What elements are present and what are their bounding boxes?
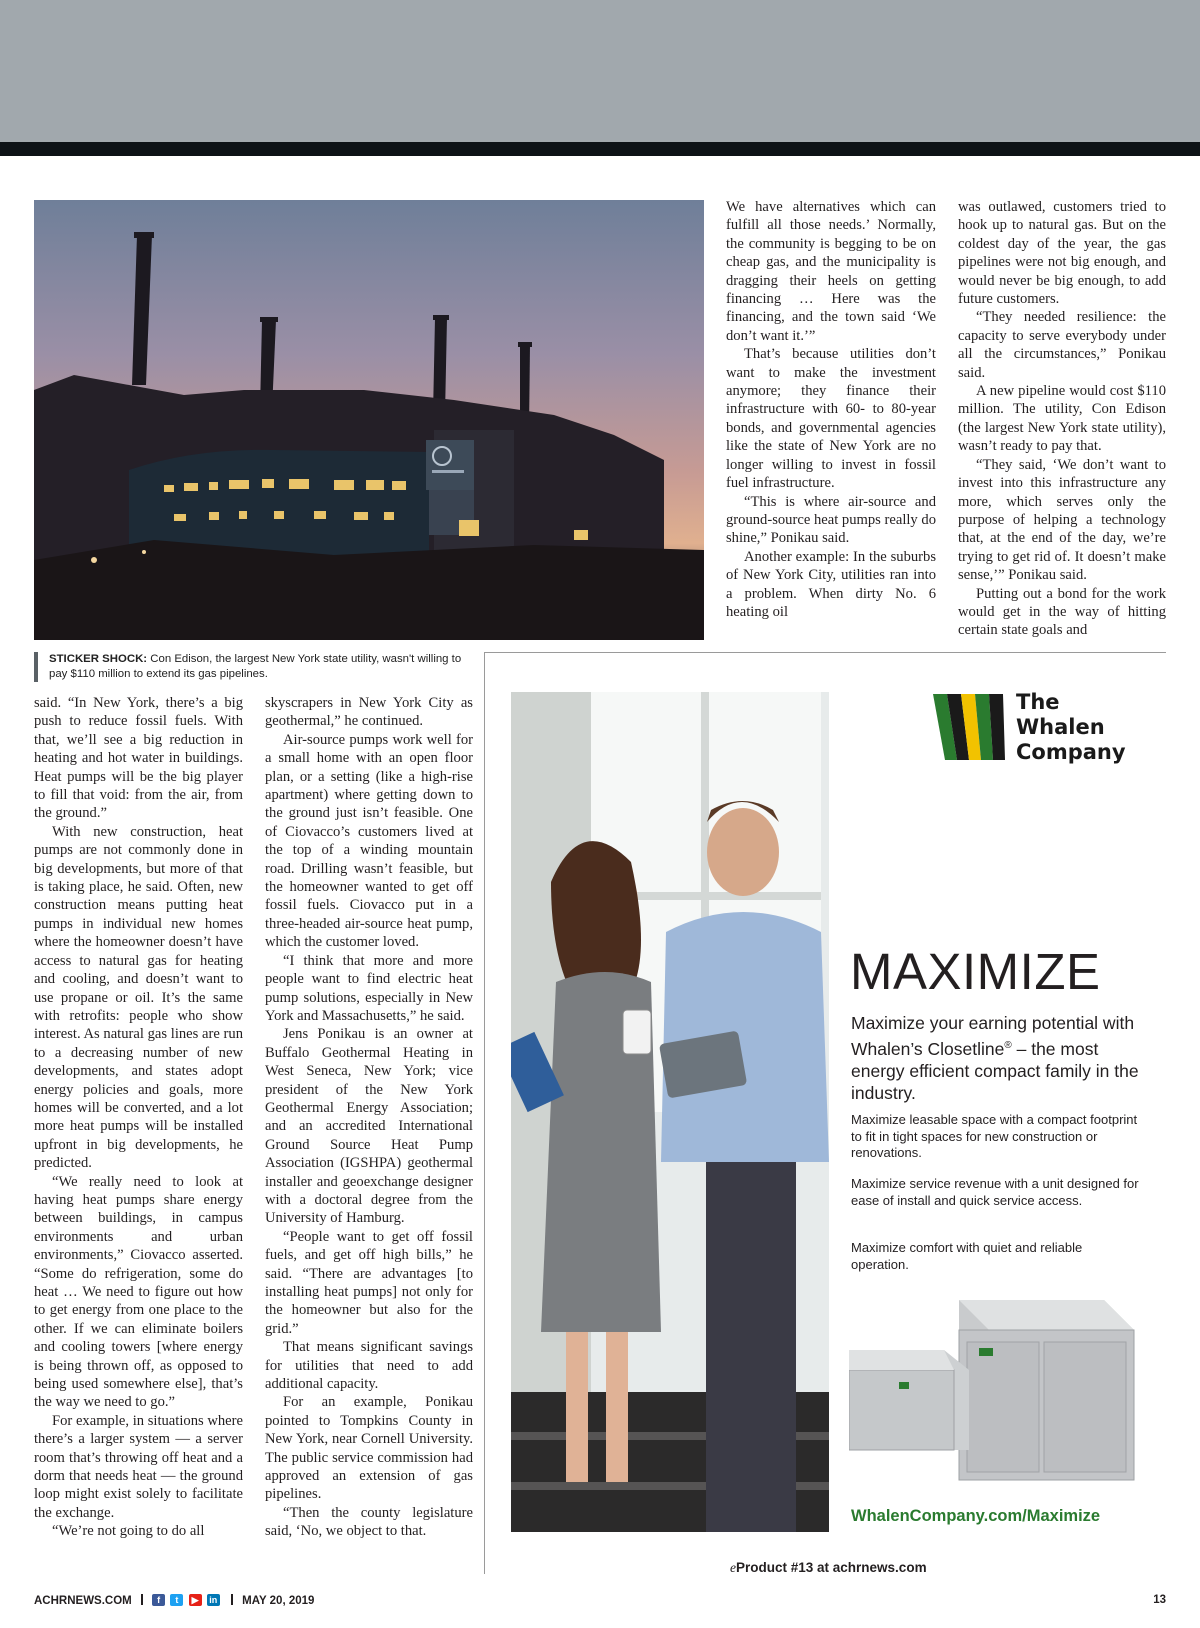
caption-label: STICKER SHOCK:: [49, 653, 148, 665]
ad-benefit: Maximize leasable space with a compact footprint to fit in tight spaces for new construction or renovations.: [851, 1112, 1138, 1160]
ad-divider: [484, 652, 1166, 653]
paragraph: For an example, Ponikau pointed to Tompkins County in New York, near Cornell University. The public service commission had approved an extension of gas pipelines.: [265, 1394, 473, 1503]
paragraph: Another example: In the suburbs of New York City, utilities ran into a problem. When dirty No. 6 heating oil: [726, 548, 936, 620]
paragraph: Putting out a bond for the work would get in the way of hitting certain state goals and: [958, 585, 1166, 639]
whalen-logo-text: [1016, 690, 1126, 765]
ad-divider-vertical: [484, 652, 485, 1574]
ad-url-link[interactable]: WhalenCompany.com/Maximize: [851, 1507, 1101, 1525]
page-number: 13: [1153, 1594, 1166, 1606]
paragraph: Jens Ponikau is an owner at Buffalo Geothermal Heating in West Seneca, New York; vice president of the New York Geothermal Energy Association; and an accredited International Ground Source Heat Pump Association (IGSHPA) geothermal installer and geoexchange designer with a doctoral degree from the University of Hamburg.: [265, 1026, 473, 1227]
header-rule: [0, 142, 1200, 156]
product-image: [849, 1290, 1139, 1505]
article-column-top-2: [958, 198, 1166, 640]
footer-site[interactable]: ACHRNEWS.COM: [34, 1595, 132, 1607]
ad-lead: [851, 1012, 1151, 1105]
paragraph: “Then the county legislature said, ‘No, we object to that.: [265, 1504, 473, 1540]
paragraph: That’s because utilities don’t want to make the investment anymore; they finance their infrastructure with 60- to 80-year bonds, and governmental agencies like the state of New York are no longer willing to invest in fossil fuel infrastructure.: [726, 346, 936, 492]
ad-lead-text-2: – the most energy efficient compact family in the industry.: [851, 1038, 1139, 1104]
caption-text: Con Edison, the largest New York state utility, wasn't willing to pay $110 million to extend its gas pipelines.: [49, 653, 462, 680]
paragraph: That means significant savings for utilities that need to add additional capacity.: [265, 1339, 473, 1393]
paragraph: For example, in situations where there’s a larger system — a server room that’s throwing off heat and a dorm that needs heat — the ground loop might exist solely to facilitate the exchange.: [34, 1412, 243, 1521]
paragraph: “We really need to look at having heat pumps share energy between buildings, in campus environments and urban environments,” Ciovacco asserted. “Some do refrigeration, some do heat … We need to figure out how to get energy from one place to the other. If we can eliminate boilers and cooling towers [where energy is being thrown off, as opposed to being used somewhere else], that’s the way we need to go.”: [34, 1173, 243, 1411]
paragraph: “We’re not going to do all: [52, 1523, 205, 1540]
paragraph: “They said, ‘We don’t want to invest into this infrastructure any more, which serves only the purpose of helping a technology that, at the end of the day, we’re trying to get rid of. It doesn’t make sense,’” Ponikau said.: [958, 456, 1166, 584]
paragraph: We have alternatives which can fulfill all those needs.’ Normally, the community is begging to be on cheap gas, and the municipality is dragging their heels on getting financing … Here was the financing, and the town said ‘We don’t want it.’”: [726, 199, 936, 344]
paragraph: was outlawed, customers tried to hook up to natural gas. But on the coldest day of the year, the gas pipelines were not big enough, and would never be big enough, to add future customers.: [958, 199, 1166, 308]
logo-line: Whalen: [1016, 715, 1105, 739]
footer-separator: [141, 1594, 143, 1605]
twitter-icon[interactable]: t: [170, 1594, 183, 1606]
paragraph: A new pipeline would cost $110 million. The utility, Con Edison (the largest New York state utility), wasn’t ready to pay that.: [958, 383, 1166, 455]
paragraph: With new construction, heat pumps are not commonly done in big developments, but more of that is taking place, he said. Often, new construction means putting heat pumps in individual new homes where the homeowner doesn’t have access to natural gas for heating and cooling, and doesn’t want to use propane or oil. It’s the same with retrofits: people who show interest. As natural gas lines are run to a decreasing number of new developments, and states adopt energy policies and goals, more homes will be converted, and a lot more heat pumps will be installed upfront in big developments, he predicted.: [34, 823, 243, 1172]
article-column-bottom-1: [34, 694, 243, 1541]
paragraph: skyscrapers in New York City as geothermal,” he continued.: [265, 695, 473, 730]
header-band: [0, 0, 1200, 142]
page-footer: [34, 1594, 1166, 1612]
logo-line: Company: [1016, 740, 1126, 764]
linkedin-icon[interactable]: in: [207, 1594, 220, 1606]
photo-caption: [34, 652, 474, 682]
ad-headline: MAXIMIZE: [850, 943, 1101, 1000]
article-column-top-1: [726, 198, 936, 621]
footer-date: MAY 20, 2019: [242, 1595, 315, 1607]
registered-mark: ®: [1004, 1039, 1012, 1051]
logo-line: The: [1016, 690, 1060, 714]
youtube-icon[interactable]: ▶: [189, 1594, 202, 1606]
paragraph: said. “In New York, there’s a big push to reduce fossil fuels. With that, we’ll see a big reduction in heating and hot water in buildings. Heat pumps will be the big player to fill that void: from the air, from the ground.”: [34, 695, 243, 822]
eproduct-note: [730, 1560, 927, 1576]
article-photo: [34, 200, 704, 640]
ad-benefit: Maximize comfort with quiet and reliable operation.: [851, 1240, 1083, 1272]
article-column-bottom-2: [265, 694, 473, 1541]
eproduct-text: Product #13 at achrnews.com: [736, 1560, 927, 1575]
paragraph: “People want to get off fossil fuels, and get off high bills,” he said. “There are advantages [to installing heat pumps] not only for the homeowner but also for the grid.”: [265, 1228, 473, 1337]
paragraph: “They needed resilience: the capacity to serve everybody under all the circumstances,” Ponikau said.: [958, 309, 1166, 381]
footer-separator: [231, 1594, 233, 1605]
ad-benefit: Maximize service revenue with a unit designed for ease of install and quick service access.: [851, 1176, 1139, 1208]
ad-photo: [511, 692, 829, 1532]
facebook-icon[interactable]: f: [152, 1594, 165, 1606]
paragraph: Air-source pumps work well for a small home with an open floor plan, or a setting (like a high-rise apartment) where getting down to the ground just isn’t feasible. One of Ciovacco’s customers lived at the top of a winding mountain road. Drilling wasn’t feasible, but the homeowner wanted to get off fossil fuels. Ciovacco put in a three-headed air-source heat pump, which the customer loved.: [265, 731, 473, 951]
paragraph: “I think that more and more people want to find electric heat pump solutions, especially in New York and Massachusetts,” he said.: [265, 952, 473, 1024]
ad-lead-text: Maximize your earning potential with Whalen’s Closetline: [851, 1013, 1135, 1059]
paragraph: “This is where air-source and ground-source heat pumps really do shine,” Ponikau said.: [726, 493, 936, 547]
eproduct-prefix: e: [730, 1560, 736, 1575]
